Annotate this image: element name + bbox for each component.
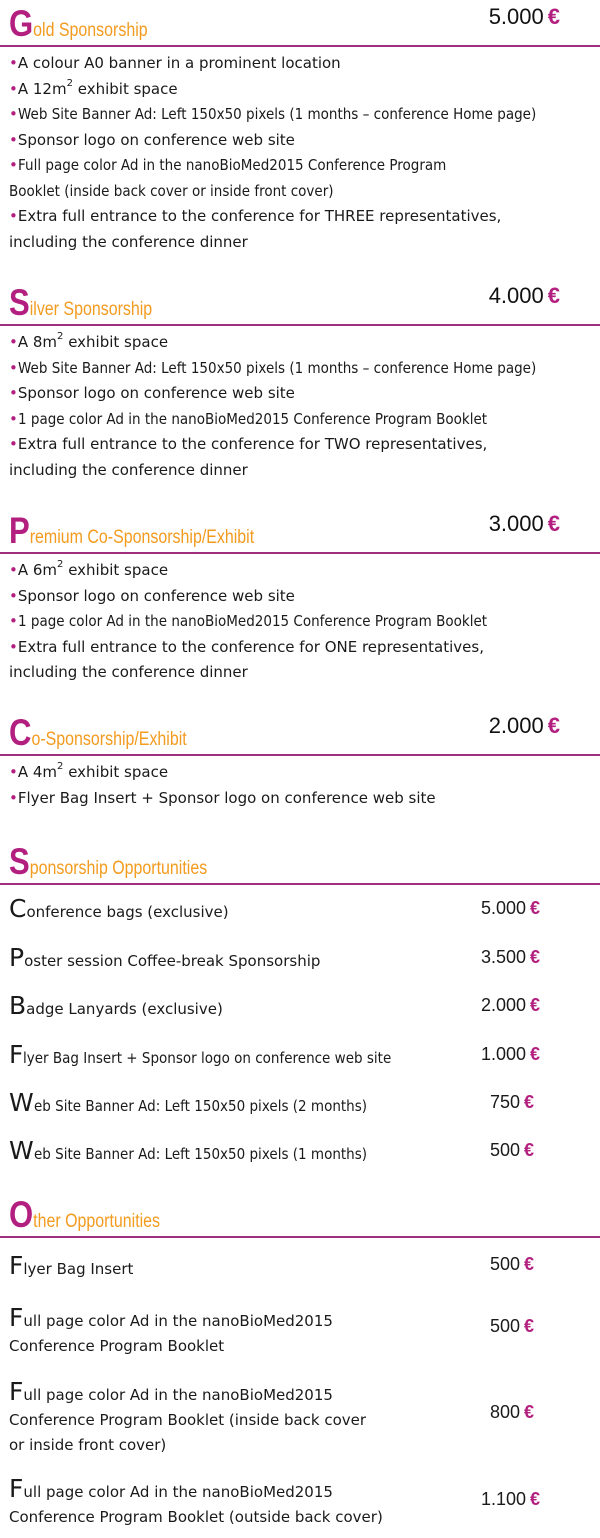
superscript: 2 (57, 331, 64, 342)
package-price (489, 283, 560, 309)
label-text: eb Site Banner Ad: Left 150x50 pixels (2 months) (33, 1097, 367, 1115)
benefit-part: Sponsor logo on conference web site (17, 130, 295, 149)
euro-sign: € (524, 1402, 535, 1422)
opportunity-row (9, 1137, 599, 1171)
benefit-part: including the conference dinner (9, 460, 248, 479)
opportunity-label (9, 944, 320, 975)
benefit-list (9, 760, 597, 811)
package-header (0, 279, 600, 325)
bullet-dot: • (9, 612, 18, 630)
label-text: oster session Coffee-break Sponsorship (24, 952, 321, 970)
package-title (9, 712, 187, 754)
package-header (0, 507, 600, 553)
benefit-line (9, 356, 597, 382)
benefit-part: Full page color Ad in the nanoBioMed2015 Conference Program (17, 156, 447, 174)
package-header (0, 709, 600, 755)
price-value: 4.000 (488, 283, 544, 308)
benefit-list (9, 51, 597, 255)
euro-sign: € (547, 283, 560, 308)
euro-sign: € (524, 1316, 535, 1336)
other-price (481, 1489, 540, 1510)
euro-sign: € (547, 511, 560, 536)
label-text: onference bags (exclusive) (26, 903, 229, 921)
divider (0, 45, 600, 47)
package-price (489, 511, 560, 537)
benefit-line (9, 230, 597, 256)
opportunity-label (9, 1041, 433, 1072)
benefit-part: including the conference dinner (9, 663, 248, 681)
price-value: 500 (490, 1254, 521, 1274)
title-text: ther Opportunities (33, 1211, 161, 1232)
opportunity-row (9, 1041, 599, 1075)
price-value: 500 (490, 1316, 521, 1336)
package-price (489, 4, 560, 30)
section-header (0, 838, 600, 884)
package-header (0, 0, 600, 46)
label-initial: F (9, 1474, 24, 1503)
title-initial: S (9, 282, 30, 323)
opportunity-row (9, 895, 599, 929)
benefit-line (9, 407, 597, 433)
benefit-line (9, 51, 597, 77)
other-label (9, 1304, 333, 1334)
other-label (9, 1252, 133, 1282)
label-text: ull page color Ad in the nanoBioMed2015 (23, 1483, 333, 1501)
package-title (9, 510, 254, 552)
benefit-line (9, 179, 597, 205)
package-title (9, 282, 152, 324)
benefit-text (18, 587, 295, 605)
price-value: 1.100 (481, 1489, 527, 1509)
label-initial: W (9, 1136, 34, 1165)
benefit-part: Extra full entrance to the conference for ONE representatives, (17, 637, 484, 656)
benefit-part: exhibit space (63, 561, 169, 579)
other-label-line (9, 1408, 366, 1433)
bullet-dot: • (9, 130, 18, 149)
price-value: 5.000 (481, 898, 527, 918)
euro-sign: € (524, 1092, 535, 1112)
benefit-part: Web Site Banner Ad: Left 150x50 pixels (1 months – conference Home page) (17, 358, 537, 377)
benefit-text (18, 407, 487, 433)
benefit-text (18, 561, 168, 579)
title-text: remium Co-Sponsorship/Exhibit (29, 527, 255, 548)
title-initial: C (9, 712, 32, 753)
label-text: lyer Bag Insert (23, 1260, 134, 1278)
opportunity-price (481, 1044, 540, 1065)
benefit-text (18, 131, 295, 149)
benefit-line (9, 102, 597, 128)
price-value: 2.000 (481, 995, 527, 1015)
other-label-line (9, 1433, 166, 1458)
bullet-dot: • (9, 54, 18, 72)
label-initial: B (9, 991, 27, 1020)
other-label (9, 1475, 333, 1505)
label-initial: C (9, 894, 27, 923)
opportunity-row (9, 944, 599, 978)
section-header (0, 1191, 600, 1237)
bullet-dot: • (9, 79, 18, 98)
superscript: 2 (57, 761, 64, 772)
label-text: Conference Program Booklet (inside back cover (9, 1411, 367, 1429)
benefit-text (18, 333, 168, 351)
benefit-text (18, 638, 484, 656)
label-text: Conference Program Booklet (9, 1337, 225, 1355)
opportunity-price (490, 1140, 534, 1161)
divider (0, 883, 600, 885)
benefit-line (9, 558, 597, 584)
opportunity-row (9, 1089, 599, 1123)
benefit-line (9, 458, 597, 484)
benefit-text (9, 233, 248, 251)
benefit-line (9, 77, 597, 103)
benefit-list (9, 558, 597, 686)
euro-sign: € (530, 898, 541, 918)
price-value: 5.000 (488, 4, 544, 29)
bullet-dot: • (9, 105, 18, 123)
title-text: old Sponsorship (33, 20, 148, 41)
opportunity-price (481, 995, 540, 1016)
benefit-part: Sponsor logo on conference web site (17, 384, 295, 402)
divider (0, 324, 600, 326)
other-label (9, 1378, 333, 1408)
benefit-part: 1 page color Ad in the nanoBioMed2015 Conference Program Booklet (17, 612, 487, 630)
benefit-part: including the conference dinner (9, 232, 248, 251)
benefit-line (9, 660, 597, 686)
title-text: o-Sponsorship/Exhibit (31, 729, 187, 750)
benefit-text (18, 384, 295, 402)
label-text: eb Site Banner Ad: Left 150x50 pixels (1 months) (33, 1145, 367, 1163)
benefit-text (18, 356, 536, 382)
label-initial: W (9, 1088, 34, 1117)
label-initial: P (9, 943, 25, 972)
euro-sign: € (547, 4, 560, 29)
bullet-dot: • (9, 637, 18, 656)
benefit-text (9, 663, 248, 681)
label-initial: F (9, 1040, 24, 1069)
benefit-text (18, 102, 536, 128)
bullet-dot: • (9, 763, 18, 781)
benefit-text (9, 179, 334, 205)
divider (0, 754, 600, 756)
label-text: or inside front cover) (9, 1436, 167, 1454)
benefit-part: Extra full entrance to the conference for TWO representatives, (17, 435, 488, 453)
bullet-dot: • (9, 561, 18, 579)
bullet-dot: • (9, 207, 18, 225)
price-value: 3.000 (488, 511, 544, 536)
bullet-dot: • (9, 586, 18, 605)
label-text: adge Lanyards (exclusive) (26, 1000, 223, 1018)
benefit-part: Sponsor logo on conference web site (17, 586, 295, 605)
benefit-part: A 6m (17, 561, 58, 579)
benefit-text (17, 77, 178, 98)
opportunity-price (490, 1092, 534, 1113)
superscript: 2 (57, 559, 64, 570)
label-text: ull page color Ad in the nanoBioMed2015 (23, 1386, 333, 1404)
section-title (9, 1194, 160, 1236)
euro-sign: € (547, 713, 560, 738)
benefit-part: exhibit space (72, 79, 178, 98)
divider (0, 1236, 600, 1238)
title-text: ponsorship Opportunities (29, 858, 208, 879)
other-price (490, 1254, 534, 1275)
label-initial: F (9, 1377, 24, 1406)
price-value: 500 (490, 1140, 521, 1160)
bullet-dot: • (9, 788, 18, 807)
benefit-part: A 12m (17, 79, 67, 98)
package-price (489, 713, 560, 739)
bullet-dot: • (9, 384, 18, 402)
benefit-line (9, 128, 597, 154)
price-value: 800 (490, 1402, 521, 1422)
benefit-line (9, 635, 597, 661)
euro-sign: € (524, 1254, 535, 1274)
bullet-dot: • (9, 156, 18, 174)
opportunity-label (9, 1089, 404, 1120)
opportunity-label (9, 992, 223, 1023)
divider (0, 552, 600, 554)
price-value: 2.000 (488, 713, 544, 738)
bullet-dot: • (9, 358, 18, 377)
opportunity-price (481, 947, 540, 968)
title-initial: S (9, 841, 30, 882)
benefit-line (9, 609, 597, 635)
opportunity-row (9, 992, 599, 1026)
benefit-part: A 8m (17, 333, 58, 351)
euro-sign: € (530, 1044, 541, 1064)
label-initial: F (9, 1303, 24, 1332)
euro-sign: € (530, 947, 541, 967)
benefit-line (9, 204, 597, 230)
benefit-part: exhibit space (63, 333, 169, 351)
benefit-text (18, 207, 501, 225)
benefit-part: A 4m (17, 763, 58, 781)
other-price (490, 1402, 534, 1423)
opportunity-label (9, 1137, 404, 1168)
label-text: ull page color Ad in the nanoBioMed2015 (23, 1312, 333, 1330)
benefit-part: exhibit space (63, 763, 169, 781)
benefit-list (9, 330, 597, 483)
price-value: 1.000 (481, 1044, 527, 1064)
benefit-text (18, 435, 487, 453)
euro-sign: € (524, 1140, 535, 1160)
benefit-line (9, 760, 597, 786)
euro-sign: € (530, 1489, 541, 1509)
opportunity-price (481, 898, 540, 919)
benefit-part: Booklet (inside back cover or inside front cover) (9, 181, 334, 200)
benefit-line (9, 584, 597, 610)
other-label-line (9, 1505, 383, 1530)
benefit-text (18, 609, 487, 635)
label-initial: F (9, 1251, 24, 1280)
other-price (490, 1316, 534, 1337)
benefit-text (9, 461, 248, 479)
title-text: ilver Sponsorship (29, 299, 153, 320)
benefit-line (9, 432, 597, 458)
benefit-line (9, 786, 597, 812)
bullet-dot: • (9, 409, 18, 428)
benefit-text (18, 153, 446, 179)
benefit-part: Extra full entrance to the conference for THREE representatives, (17, 207, 502, 225)
benefit-text (18, 54, 341, 72)
other-label-line (9, 1334, 224, 1359)
benefit-line (9, 330, 597, 356)
benefit-part: 1 page color Ad in the nanoBioMed2015 Conference Program Booklet (17, 409, 487, 428)
benefit-part: A colour A0 banner in a prominent location (17, 54, 341, 72)
label-text: lyer Bag Insert + Sponsor logo on conference web site (23, 1049, 392, 1067)
price-value: 750 (490, 1092, 521, 1112)
benefit-part: Web Site Banner Ad: Left 150x50 pixels (1 months – conference Home page) (17, 105, 537, 123)
benefit-line (9, 381, 597, 407)
bullet-dot: • (9, 333, 18, 351)
bullet-dot: • (9, 435, 18, 453)
benefit-line (9, 153, 597, 179)
euro-sign: € (530, 995, 541, 1015)
opportunity-label (9, 895, 229, 926)
superscript: 2 (66, 77, 73, 89)
label-text: Conference Program Booklet (outside back cover) (9, 1508, 383, 1526)
benefit-text (18, 789, 436, 807)
title-initial: O (9, 1194, 34, 1235)
title-initial: P (9, 510, 30, 551)
price-value: 3.500 (481, 947, 527, 967)
benefit-text (18, 763, 168, 781)
title-initial: G (9, 3, 34, 44)
section-title (9, 841, 207, 883)
benefit-part: Flyer Bag Insert + Sponsor logo on conference web site (17, 788, 436, 807)
package-title (9, 3, 148, 45)
